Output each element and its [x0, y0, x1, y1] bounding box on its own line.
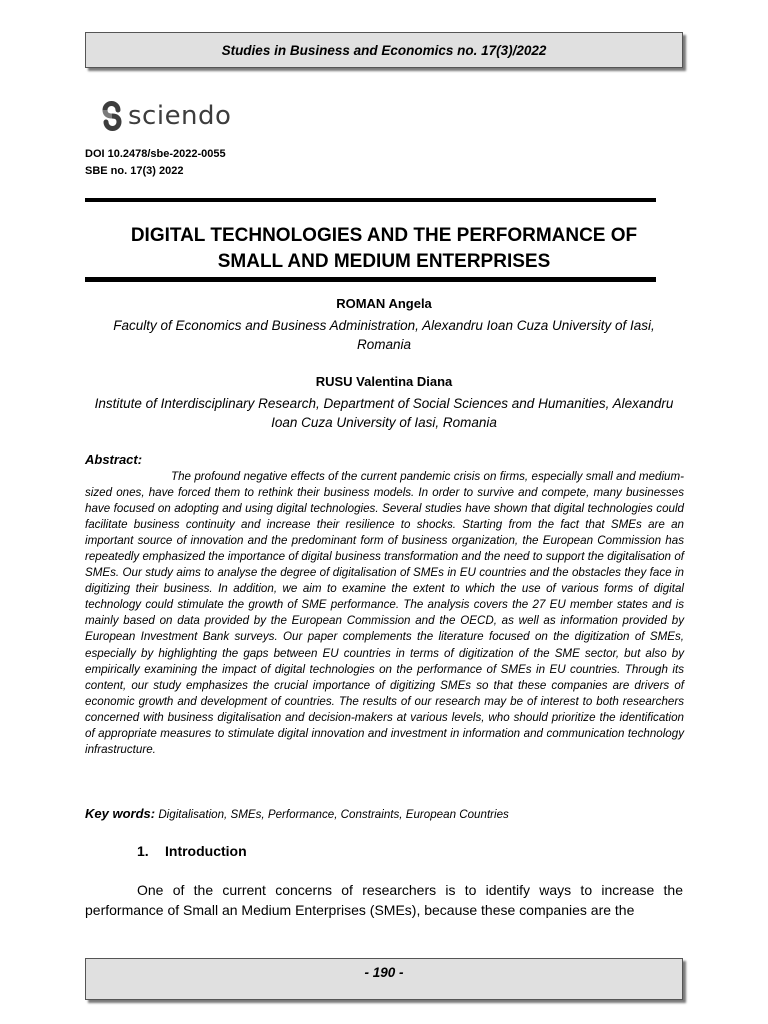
journal-header: [85, 32, 683, 68]
keywords-text: Digitalisation, SMEs, Performance, Constraints, European Countries: [158, 808, 509, 821]
page-number: - 190 -: [364, 965, 404, 980]
author-affiliation: Faculty of Economics and Business Administration, Alexandru Ioan Cuza University of Iasi, Romania: [113, 318, 655, 352]
title-line-2: SMALL AND MEDIUM ENTERPRISES: [217, 251, 551, 272]
section-number: 1.: [137, 843, 149, 859]
title-top-rule: [85, 198, 656, 202]
section-title: Introduction: [165, 843, 247, 859]
section-heading: [137, 843, 247, 859]
page-footer: [85, 958, 683, 1000]
keywords: [85, 806, 509, 821]
paper-title: [85, 223, 683, 275]
intro-paragraph: One of the current concerns of researchers is to identify ways to increase the performance of Small an Medium Enterprises (SMEs), because these companies are the: [85, 882, 683, 918]
doi: DOI 10.2478/sbe-2022-0055: [85, 148, 226, 160]
abstract-label: Abstract:: [85, 452, 143, 467]
publisher-logo: [102, 99, 231, 133]
keywords-label: Key words:: [85, 806, 156, 821]
journal-header-text: Studies in Business and Economics no. 17(3)/2022: [221, 42, 547, 58]
title-bottom-rule: [85, 277, 656, 282]
sciendo-s-icon: [102, 101, 122, 131]
author-name: ROMAN Angela: [336, 296, 432, 311]
abstract-text: The profound negative effects of the current pandemic crisis on firms, especially small and medium-sized ones, have forced them to rethink their business models. In order to survive and compete, many businesses have focused on adopting and using digital technologies. Several studies have shown that digital technologies could facilitate business continuity and increase their resilience to shocks. Starting from the fact that SMEs are an important source of innovation and the predominant form of business organization, the European Commission has repeatedly emphasized the importance of digital business transformation and the need to support the digitalisation of SMEs. Our study aims to analyse the degree of digitalisation of SMEs in EU countries and the obstacles they face in digitizing their business. In addition, we aim to examine the extent to which the use of various forms of digital technology could stimulate the growth of SME performance. The analysis covers the 27 EU member states and is mainly based on data provided by the European Commission and the OECD, as well as information provided by European Investment Bank surveys. Our paper complements the literature focused on the digitization of SMEs, especially by highlighting the gaps between EU countries in terms of digitization of the SME sector, but also by empirically examining the impact of digital technologies on the performance of SMEs in EU countries. Through its content, our study emphasizes the crucial importance of digitizing SMEs so that these companies are drivers of economic growth and development of countries. The results of our research may be of interest to both researchers concerned with business digitalisation and decision-makers at various levels, who should prioritize the identification of appropriate measures to stimulate digital innovation and investment in information and communication technology infrastructure.: [85, 470, 684, 756]
sbe-number: SBE no. 17(3) 2022: [85, 165, 184, 177]
author-name: RUSU Valentina Diana: [315, 374, 453, 389]
title-line-1: DIGITAL TECHNOLOGIES AND THE PERFORMANCE OF: [130, 225, 638, 246]
author-affiliation: Institute of Interdisciplinary Research, Department of Social Sciences and Humanities, Alexandru Ioan Cuza University of Iasi, Romania: [94, 396, 674, 430]
publisher-name: sciendo: [128, 101, 232, 131]
